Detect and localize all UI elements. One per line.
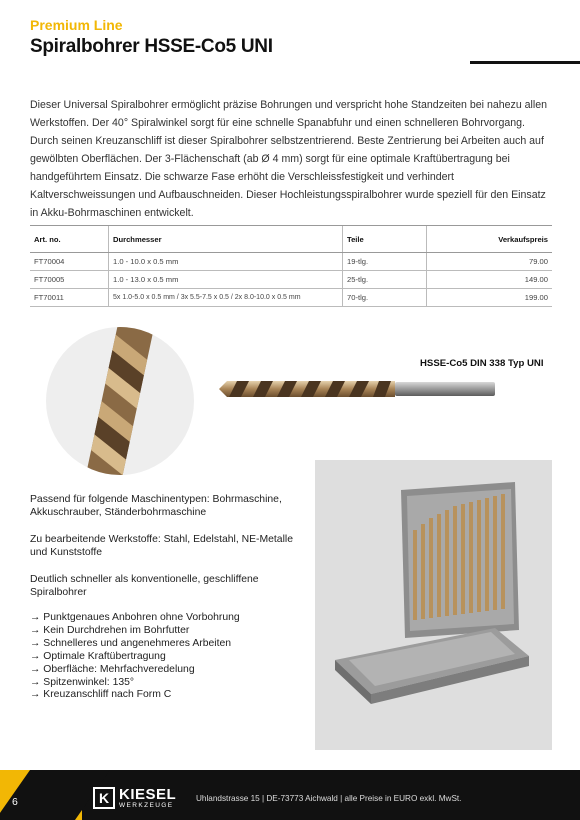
col-header-art: Art. no. — [30, 226, 109, 253]
logo-name: KIESEL — [119, 785, 177, 803]
drill-bit-image — [215, 374, 500, 409]
col-header-price: Verkaufspreis — [427, 226, 553, 253]
cell-price: 79.00 — [427, 253, 553, 271]
table-row — [30, 289, 552, 307]
cell-pieces: 19-tlg. — [343, 253, 427, 271]
materials-text: Zu bearbeitende Werkstoffe: Stahl, Edelstahl, NE-Metalle und Kunststoffe — [30, 534, 293, 558]
list-item: → Oberfläche: Mehrfachveredelung — [30, 663, 195, 675]
logo-mark-icon: K — [93, 787, 115, 809]
product-caption: HSSE-Co5 DIN 338 Typ UNI — [420, 358, 544, 369]
cell-price: 199.00 — [427, 289, 553, 307]
cell-price: 149.00 — [427, 271, 553, 289]
cell-diameter: 5x 1.0-5.0 x 0.5 mm / 3x 5.5-7.5 x 0.5 / 2x 8.0-10.0 x 0.5 mm — [109, 289, 343, 307]
cell-art: FT70004 — [30, 253, 109, 271]
speed-text: Deutlich schneller als konventionelle, geschliffene Spiralbohrer — [30, 574, 259, 598]
cell-pieces: 25-tlg. — [343, 271, 427, 289]
col-header-diameter: Durchmesser — [109, 226, 343, 253]
machine-types-text: Passend für folgende Maschinentypen: Bohrmaschine, Akkuschrauber, Ständerbohrmaschine — [30, 494, 282, 518]
table-row — [30, 271, 552, 289]
product-line-label: Premium Line — [30, 17, 123, 33]
drill-tip-closeup-image — [46, 327, 194, 475]
list-item: → Punktgenaues Anbohren ohne Vorbohrung — [30, 612, 240, 623]
cell-pieces: 70-tlg. — [343, 289, 427, 307]
logo-subtitle: WERKZEUGE — [119, 801, 174, 809]
feature-list — [30, 612, 240, 702]
intro-paragraph: Dieser Universal Spiralbohrer ermöglicht präzise Bohrungen und verspricht hohe Standzeiten bei nahezu allen Werkstoffen. Der 40° Spiralwinkel sorgt für eine schnelle Spanabfuhr und einen schnelleren Bohrvorgang. Durch seinen Kreuzanschliff ist dieser Spiralbohrer selbstzentrierend. Beste Zentrierung bei Arbeiten auch auf gewölbten Oberflächen. Der 3-Flächenschaft (ab Ø 4 mm) sorgt für eine optimale Kraftübertragung bei handgeführtem Einsatz. Die schwarze Fase erhöht die Verschleissfestigkeit und verhindert Kaltverschweissungen und Aufbauschneiden. Dieser Hochleistungsspiralbohrer wurde speziell für den Einsatz in Akku-Bohrmaschinen entwickelt. — [30, 99, 548, 219]
list-item: → Schnelleres und angenehmeres Arbeiten — [30, 637, 232, 649]
page-number: 6 — [12, 796, 18, 808]
drill-set-case-image — [315, 460, 552, 750]
price-table — [30, 225, 552, 307]
list-item: → Kreuzanschliff nach Form C — [30, 689, 172, 701]
cell-diameter: 1.0 - 13.0 x 0.5 mm — [109, 271, 343, 289]
list-item: → Spitzenwinkel: 135° — [30, 676, 135, 688]
page-title: Spiralbohrer HSSE-Co5 UNI — [30, 36, 273, 57]
table-row — [30, 253, 552, 271]
footer-address: Uhlandstrasse 15 | DE-73773 Aichwald | alle Preise in EURO exkl. MwSt. — [196, 794, 462, 803]
list-item: → Kein Durchdrehen im Bohrfutter — [30, 624, 190, 636]
table-header-row — [30, 226, 552, 253]
col-header-pieces: Teile — [343, 226, 427, 253]
cell-art: FT70005 — [30, 271, 109, 289]
cell-art: FT70011 — [30, 289, 109, 307]
list-item: → Optimale Kraftübertragung — [30, 650, 166, 662]
title-underline — [470, 61, 580, 64]
kiesel-logo — [93, 786, 176, 810]
cell-diameter: 1.0 - 10.0 x 0.5 mm — [109, 253, 343, 271]
logo-wordmark — [119, 787, 176, 810]
